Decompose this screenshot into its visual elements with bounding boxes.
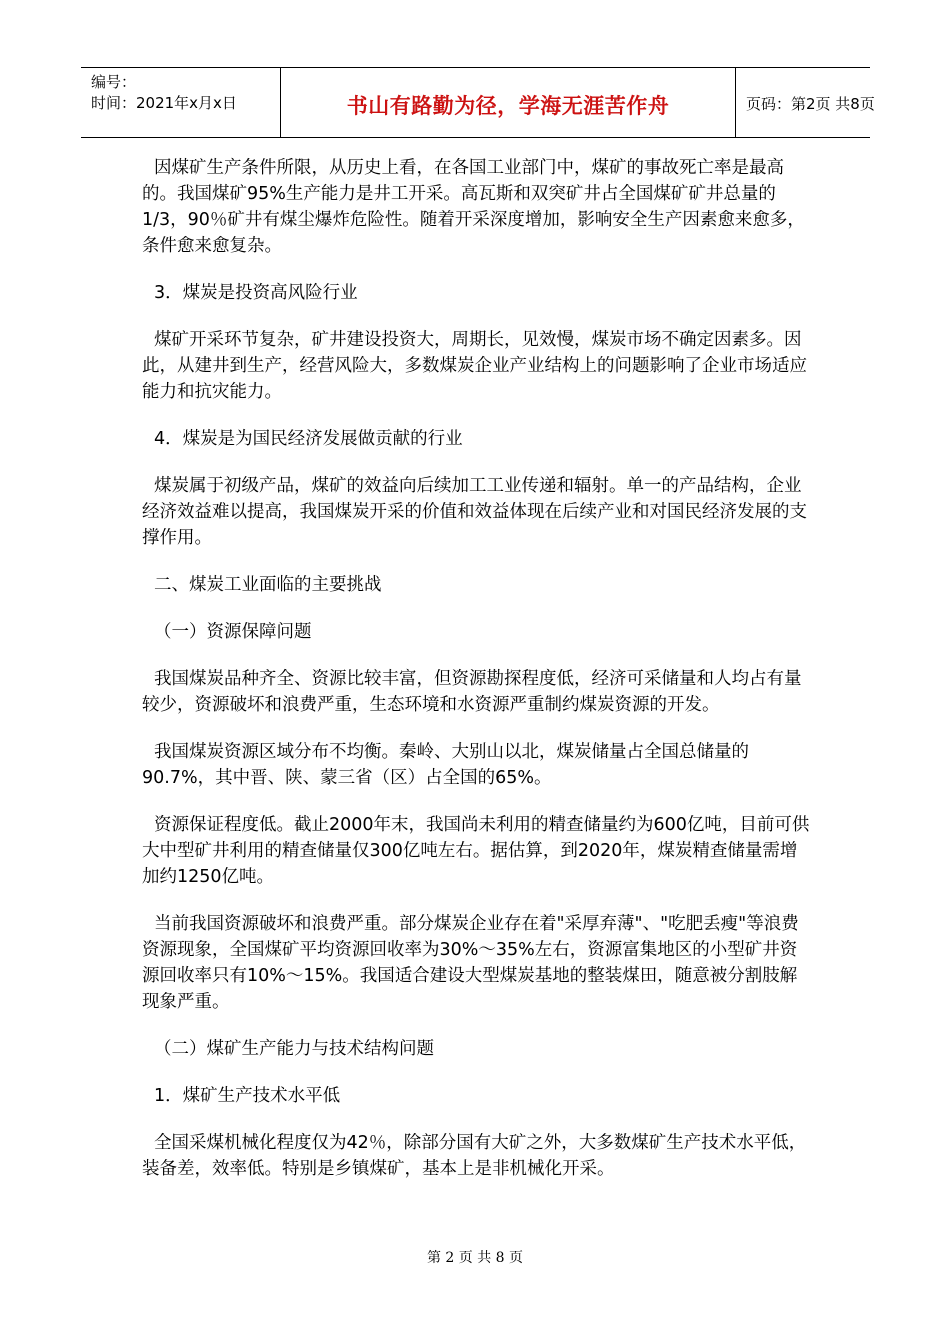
chapter-heading: 二、煤炭工业面临的主要挑战 [154, 575, 382, 595]
document-date-label: 时间：2021年x月x日 [91, 94, 237, 112]
header-page-info: 页码：第2页 共8页 [746, 95, 875, 113]
section-heading: 1．煤矿生产技术水平低 [154, 1086, 341, 1106]
document-number-label: 编号： [91, 73, 137, 91]
subchapter-heading: （二）煤矿生产能力与技术结构问题 [154, 1039, 434, 1059]
paragraph: 因煤矿生产条件所限，从历史上看，在各国工业部门中，煤矿的事故死亡率是最高的。我国煤矿95%生产能力是井工开采。高瓦斯和双突矿井占全国煤矿矿井总量的1/3，90％矿井有煤尘爆炸危险性。随着开采深度增加，影响安全生产因素愈来愈多，条件愈来愈复杂。 [142, 158, 805, 256]
header-page-cell [736, 68, 875, 137]
subchapter-heading: （一）资源保障问题 [154, 622, 312, 642]
paragraph: 全国采煤机械化程度仅为42％，除部分国有大矿之外，大多数煤矿生产技术水平低，装备差，效率低。特别是乡镇煤矿，基本上是非机械化开采。 [142, 1133, 807, 1179]
paragraph: 我国煤炭资源区域分布不均衡。秦岭、大别山以北，煤炭储量占全国总储量的90.7%，其中晋、陕、蒙三省（区）占全国的65%。 [142, 742, 749, 788]
paragraph: 我国煤炭品种齐全、资源比较丰富，但资源勘探程度低，经济可采储量和人均占有量较少，资源破坏和浪费严重，生态环境和水资源严重制约煤炭资源的开发。 [142, 669, 802, 715]
paragraph: 煤炭属于初级产品，煤矿的效益向后续加工工业传递和辐射。单一的产品结构，企业经济效益难以提高，我国煤炭开采的价值和效益体现在后续产业和对国民经济发展的支撑作用。 [142, 476, 807, 548]
page-header [81, 67, 875, 138]
section-heading: 3．煤炭是投资高风险行业 [154, 283, 358, 303]
paragraph: 煤矿开采环节复杂，矿井建设投资大，周期长，见效慢，煤炭市场不确定因素多。因此，从建井到生产，经营风险大，多数煤炭企业产业结构上的问题影响了企业市场适应能力和抗灾能力。 [142, 330, 807, 402]
paragraph: 资源保证程度低。截止2000年末，我国尚未利用的精查储量约为600亿吨，目前可供大中型矿井利用的精查储量仅300亿吨左右。据估算，到2020年，煤炭精查储量需增加约1250亿吨。 [142, 815, 810, 887]
header-meta [81, 68, 281, 137]
document-body [142, 155, 812, 1203]
paragraph: 当前我国资源破坏和浪费严重。部分煤炭企业存在着"采厚弃薄"、"吃肥丢瘦"等浪费资源现象，全国煤矿平均资源回收率为30%～35%左右，资源富集地区的小型矿井资源回收率只有10%～15%。我国适合建设大型煤炭基地的整装煤田，随意被分割肢解现象严重。 [142, 914, 799, 1012]
section-heading: 4．煤炭是为国民经济发展做贡献的行业 [154, 429, 463, 449]
header-motto-cell [281, 68, 736, 137]
page-footer: 第 2 页 共 8 页 [426, 1250, 524, 1266]
header-motto: 书山有路勤为径，学海无涯苦作舟 [346, 93, 670, 118]
